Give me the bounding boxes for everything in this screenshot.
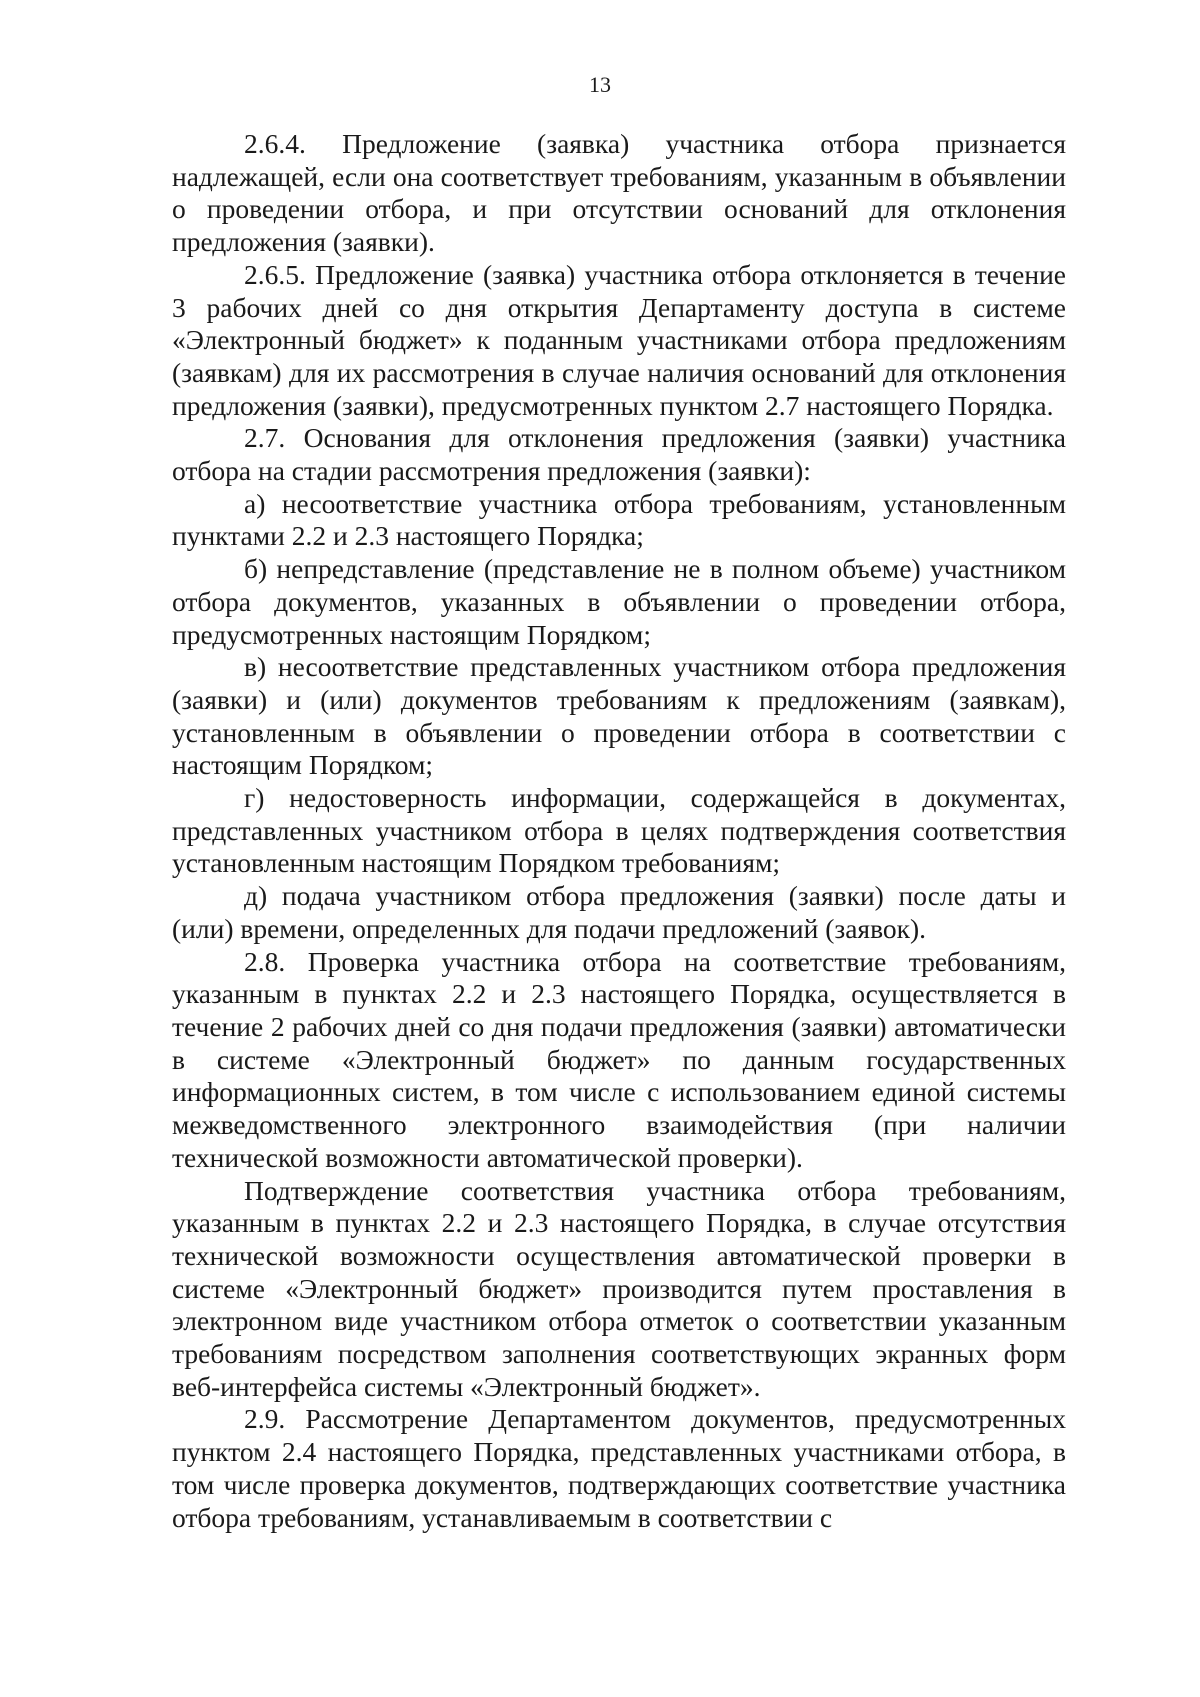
paragraph-2-7-a: а) несоответствие участника отбора требованиям, установленным пунктами 2.2 и 2.3 настоящего Порядка;	[172, 487, 1066, 552]
paragraph-2-7-v: в) несоответствие представленных участником отбора предложения (заявки) и (или) документов требованиям к предложениям (заявкам), установленным в объявлении о проведении отбора в соответствии с настоящим Порядком;	[172, 651, 1066, 781]
paragraph-2-8: 2.8. Проверка участника отбора на соответствие требованиям, указанным в пунктах 2.2 и 2.3 настоящего Порядка, осуществляется в течение 2 рабочих дней со дня подачи предложения (заявки) автоматически в системе «Электронный бюджет» по данным государственных информационных систем, в том числе с использованием единой системы межведомственного электронного взаимодействия (при наличии технической возможности автоматической проверки).	[172, 945, 1066, 1173]
paragraph-2-7-b: б) непредставление (представление не в полном объеме) участником отбора документов, указанных в объявлении о проведении отбора, предусмотренных настоящим Порядком;	[172, 553, 1066, 650]
document-body	[172, 128, 1066, 1534]
paragraph-2-9: 2.9. Рассмотрение Департаментом документов, предусмотренных пунктом 2.4 настоящего Порядка, представленных участниками отбора, в том числе проверка документов, подтверждающих соответствие участника отбора требованиям, устанавливаемым в соответствии с	[172, 1403, 1066, 1533]
paragraph-2-7-d: д) подача участником отбора предложения (заявки) после даты и (или) времени, определенных для подачи предложений (заявок).	[172, 880, 1066, 944]
paragraph-2-8-confirmation: Подтверждение соответствия участника отбора требованиям, указанным в пунктах 2.2 и 2.3 настоящего Порядка, в случае отсутствия технической возможности осуществления автоматической проверки в системе «Электронный бюджет» производится путем проставления в электронном виде участником отбора отметок о соответствии указанным требованиям посредством заполнения соответствующих экранных форм веб-интерфейса системы «Электронный бюджет».	[172, 1174, 1066, 1402]
page-number: 13	[589, 72, 611, 97]
paragraph-2-7-g: г) недостоверность информации, содержащейся в документах, представленных участником отбора в целях подтверждения соответствия установленным настоящим Порядком требованиям;	[172, 782, 1066, 879]
paragraph-2-7: 2.7. Основания для отклонения предложения (заявки) участника отбора на стадии рассмотрения предложения (заявки):	[172, 422, 1066, 487]
paragraph-2-6-4: 2.6.4. Предложение (заявка) участника отбора признается надлежащей, если она соответствует требованиям, указанным в объявлении о проведении отбора, и при отсутствии оснований для отклонения предложения (заявки).	[172, 128, 1066, 258]
paragraph-2-6-5: 2.6.5. Предложение (заявка) участника отбора отклоняется в течение 3 рабочих дней со дня открытия Департаменту доступа в системе «Электронный бюджет» к поданным участниками отбора предложениям (заявкам) для их рассмотрения в случае наличия оснований для отклонения предложения (заявки), предусмотренных пунктом 2.7 настоящего Порядка.	[172, 258, 1066, 421]
